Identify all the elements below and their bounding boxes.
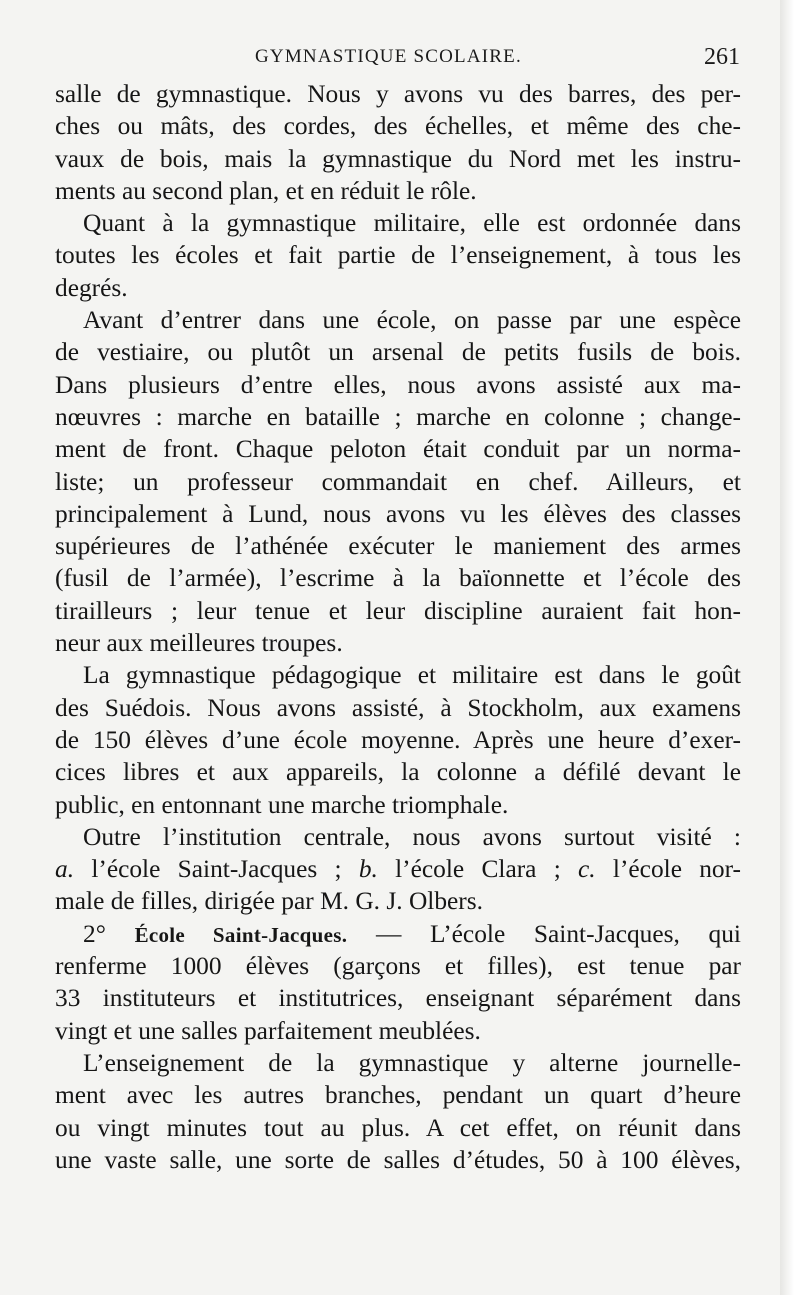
section-number: 2° [83, 919, 106, 948]
enum-text: l’école Clara ; [377, 855, 579, 884]
enum-marker: c. [578, 855, 596, 884]
text-line: Quant à la gymnastique militaire, elle est ordonnée dans [83, 209, 741, 238]
enum-marker: b. [358, 855, 378, 884]
text-line: de 150 élèves d’une école moyenne. Après une heure d’exer- [55, 725, 741, 754]
text-line: ment avec les autres branches, pendant un quart d’heure [55, 1081, 741, 1110]
text-line: salle de gymnastique. Nous y avons vu des barres, des per- [55, 80, 741, 108]
text-line: des Suédois. Nous avons assisté, à Stockholm, aux examens [55, 693, 741, 722]
paragraph [55, 1047, 741, 1176]
enum-text: l’école Saint-Jacques ; [91, 855, 359, 884]
text-line: vingt et une salles parfaitement meublées. [55, 1016, 481, 1045]
page-number: 261 [704, 44, 740, 70]
text-line: 33 instituteurs et institutrices, enseignant séparément dans [55, 984, 741, 1013]
enum-marker: a. [55, 855, 75, 884]
text-line: ches ou mâts, des cordes, des échelles, et même des che- [55, 112, 741, 141]
paragraph [55, 918, 741, 1047]
text-line: (fusil de l’armée), l’escrime à la baïonnette et l’école des [55, 564, 741, 593]
page-edge [780, 0, 800, 1295]
text-line: une vaste salle, une sorte de salles d’études, 50 à 100 élèves, [55, 1145, 741, 1174]
enum-text: l’école nor- [595, 855, 742, 884]
section-heading-line [55, 918, 741, 950]
text-line: ments au second plan, et en réduit le rôle. [55, 176, 477, 205]
text-line: La gymnastique pédagogique et militaire est dans le goût [83, 661, 741, 690]
text-line: vaux de bois, mais la gymnastique du Nord met les instru- [55, 144, 741, 173]
text-line: tirailleurs ; leur tenue et leur discipline auraient fait hon- [55, 596, 741, 625]
text-line: principalement à Lund, nous avons vu les élèves des classes [55, 499, 741, 528]
page-header [55, 44, 740, 74]
text-line: Outre l’institution centrale, nous avons surtout visité : [83, 822, 741, 851]
text-line: L’enseignement de la gymnastique y alterne journelle- [83, 1048, 741, 1077]
text-line: neur aux meilleures troupes. [55, 629, 343, 658]
text-line: supérieures de l’athénée exécuter le maniement des armes [55, 532, 741, 561]
paragraph [55, 78, 741, 207]
text-line: nœuvres : marche en bataille ; marche en colonne ; change- [55, 402, 741, 431]
paragraph [55, 659, 741, 820]
paragraph [55, 821, 741, 918]
paragraph [55, 207, 741, 304]
text-line: male de filles, dirigée par M. G. J. Olbers. [55, 887, 483, 916]
section-heading: École Saint-Jacques. [134, 922, 348, 947]
body-text [55, 78, 741, 1176]
text-line: Dans plusieurs d’entre elles, nous avons assisté aux ma- [55, 370, 741, 399]
text-line: ment de front. Chaque peloton était conduit par un norma- [55, 435, 741, 464]
heading-continuation: — L’école Saint-Jacques, qui [347, 919, 741, 948]
text-line: public, en entonnant une marche triomphale. [55, 790, 509, 819]
text-line: Avant d’entrer dans une école, on passe par une espèce [83, 306, 741, 335]
text-line: de vestiaire, ou plutôt un arsenal de petits fusils de bois. [55, 338, 741, 367]
paragraph [55, 304, 741, 659]
text-line: degrés. [55, 273, 128, 302]
text-line [55, 853, 741, 885]
text-line: ou vingt minutes tout au plus. A cet effet, on réunit dans [55, 1113, 741, 1142]
text-line: liste; un professeur commandait en chef. Ailleurs, et [55, 467, 741, 496]
running-head: GYMNASTIQUE SCOLAIRE. [255, 46, 522, 67]
text-line: renferme 1000 élèves (garçons et filles), est tenue par [55, 952, 741, 981]
text-line: cices libres et aux appareils, la colonne a défilé devant le [55, 758, 741, 787]
text-line: toutes les écoles et fait partie de l’enseignement, à tous les [55, 241, 741, 270]
